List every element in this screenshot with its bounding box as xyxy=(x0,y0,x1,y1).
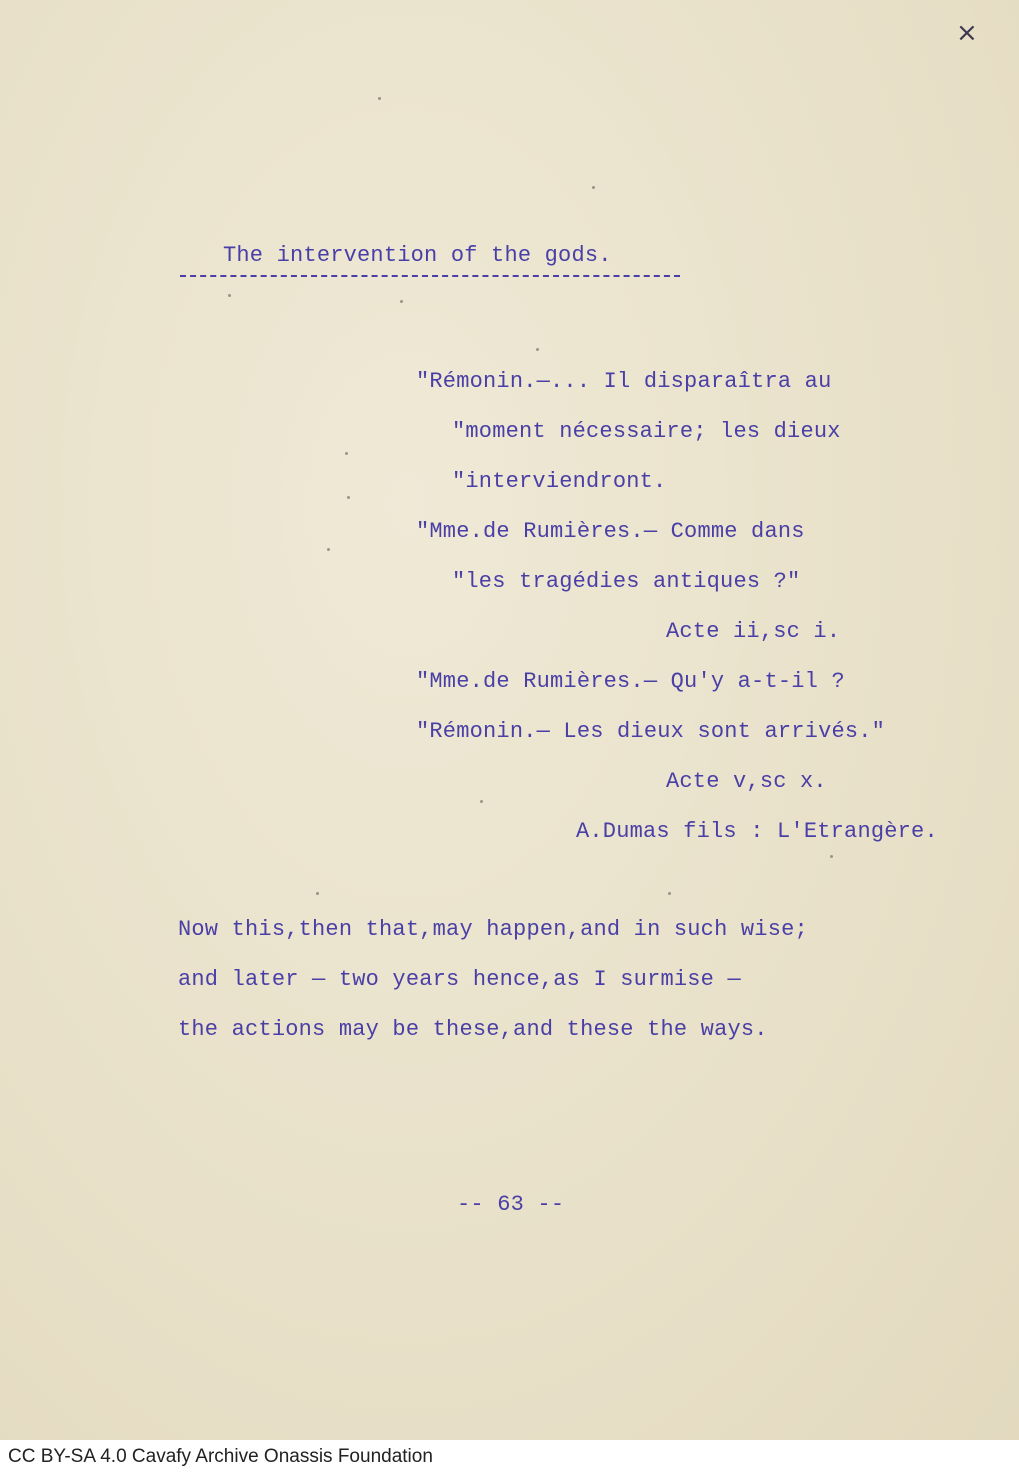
verse-line: the actions may be these,and these the ways. xyxy=(178,1017,768,1042)
verse-line: and later — two years hence,as I surmise — xyxy=(178,967,741,992)
epigraph-citation: Acte ii,sc i. xyxy=(666,619,841,644)
epigraph-line: "moment nécessaire; les dieux xyxy=(452,419,841,444)
paper-speck xyxy=(592,186,595,189)
paper-speck xyxy=(316,892,319,895)
paper-speck xyxy=(400,300,403,303)
paper-speck xyxy=(228,294,231,297)
page-heading: The intervention of the gods. xyxy=(223,243,612,268)
credit-text: CC BY-SA 4.0 Cavafy Archive Onassis Foundation xyxy=(8,1446,433,1467)
heading-underline xyxy=(180,275,680,277)
page-number: -- 63 -- xyxy=(457,1192,565,1217)
epigraph-line: "Rémonin.— Les dieux sont arrivés." xyxy=(416,719,886,744)
epigraph-line: "Mme.de Rumières.— Qu'y a-t-il ? xyxy=(416,669,845,694)
epigraph-line: "les tragédies antiques ?" xyxy=(452,569,801,594)
paper-speck xyxy=(668,892,671,895)
paper-speck xyxy=(345,452,348,455)
corner-mark: × xyxy=(956,18,978,48)
epigraph-citation: Acte v,sc x. xyxy=(666,769,827,794)
epigraph-attribution: A.Dumas fils : L'Etrangère. xyxy=(576,819,938,844)
paper-speck xyxy=(480,800,483,803)
verse-line: Now this,then that,may happen,and in such wise; xyxy=(178,917,808,942)
paper-speck xyxy=(327,548,330,551)
credit-bar xyxy=(0,1440,1019,1478)
epigraph-line: "Rémonin.—... Il disparaîtra au xyxy=(416,369,832,394)
epigraph-line: "Mme.de Rumières.— Comme dans xyxy=(416,519,805,544)
paper-speck xyxy=(347,496,350,499)
epigraph-line: "interviendront. xyxy=(452,469,667,494)
paper-speck xyxy=(536,348,539,351)
paper-speck xyxy=(830,855,833,858)
paper-speck xyxy=(378,97,381,100)
